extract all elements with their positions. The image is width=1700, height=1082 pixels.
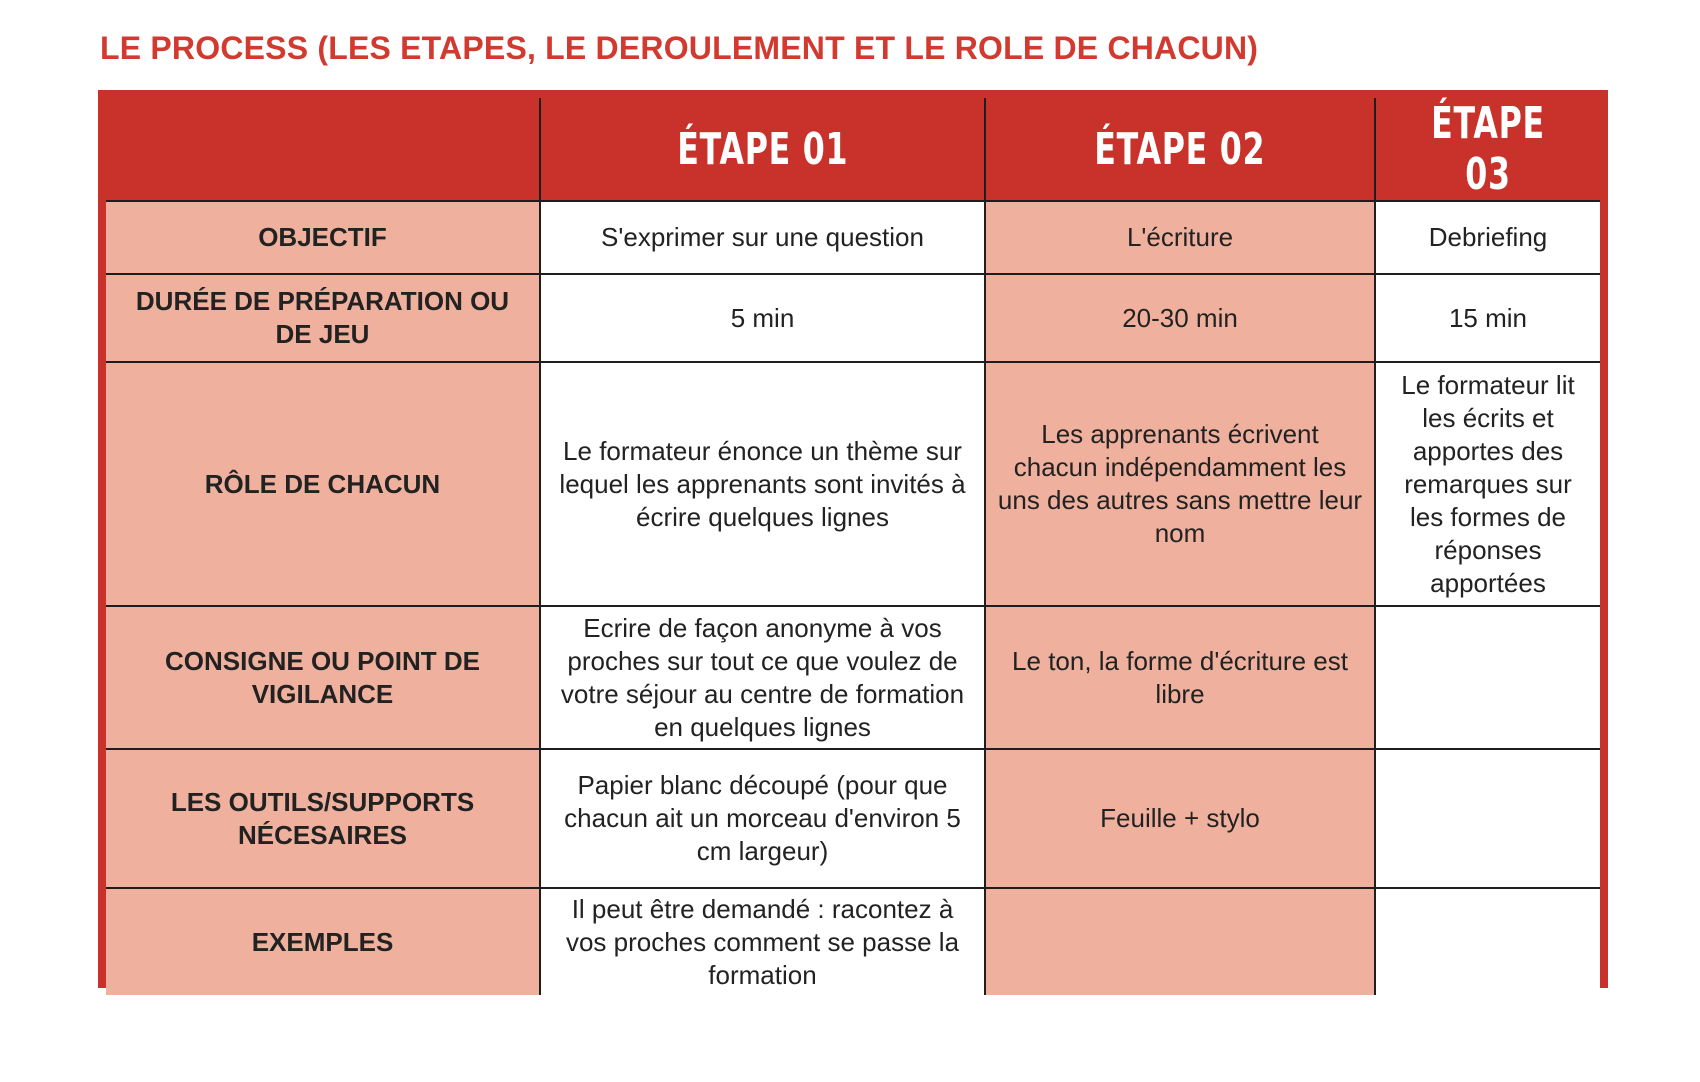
table-cell xyxy=(1375,888,1600,995)
table-cell: Le ton, la forme d'écriture est libre xyxy=(985,606,1375,749)
table-row-consigne xyxy=(106,606,1600,749)
table-cell: 20-30 min xyxy=(985,274,1375,362)
row-label: OBJECTIF xyxy=(106,201,540,274)
process-table xyxy=(106,98,1600,995)
table-row-role xyxy=(106,362,1600,606)
table-cell xyxy=(1375,749,1600,888)
table-row-exemples xyxy=(106,888,1600,995)
table-cell: S'exprimer sur une question xyxy=(540,201,985,274)
table-cell: Feuille + stylo xyxy=(985,749,1375,888)
table-cell: Debriefing xyxy=(1375,201,1600,274)
header-etape-01: ÉTAPE 01 xyxy=(540,98,985,201)
header-etape-02: ÉTAPE 02 xyxy=(985,98,1375,201)
table-cell: L'écriture xyxy=(985,201,1375,274)
table-cell: Ecrire de façon anonyme à vos proches sur tout ce que voulez de votre séjour au centre de formation en quelques lignes xyxy=(540,606,985,749)
page-title: LE PROCESS (LES ETAPES, LE DEROULEMENT ET LE ROLE DE CHACUN) xyxy=(100,30,1259,66)
table-cell: Le formateur énonce un thème sur lequel les apprenants sont invités à écrire quelques lignes xyxy=(540,362,985,606)
header-corner xyxy=(106,98,540,201)
table-cell xyxy=(985,888,1375,995)
table-cell: Il peut être demandé : racontez à vos proches comment se passe la formation xyxy=(540,888,985,995)
table-row-duree xyxy=(106,274,1600,362)
table-header-row xyxy=(106,98,1600,201)
header-etape-03: ÉTAPE 03 xyxy=(1375,98,1600,201)
table-cell: Le formateur lit les écrits et apportes des remarques sur les formes de réponses apportées xyxy=(1375,362,1600,606)
table-cell: 15 min xyxy=(1375,274,1600,362)
table-row-objectif xyxy=(106,201,1600,274)
row-label: CONSIGNE OU POINT DE VIGILANCE xyxy=(106,606,540,749)
table-cell: Les apprenants écrivent chacun indépendamment les uns des autres sans mettre leur nom xyxy=(985,362,1375,606)
row-label: LES OUTILS/SUPPORTS NÉCESAIRES xyxy=(106,749,540,888)
table-cell: Papier blanc découpé (pour que chacun ait un morceau d'environ 5 cm largeur) xyxy=(540,749,985,888)
table-cell xyxy=(1375,606,1600,749)
row-label: EXEMPLES xyxy=(106,888,540,995)
table-cell: 5 min xyxy=(540,274,985,362)
table-row-outils xyxy=(106,749,1600,888)
row-label: RÔLE DE CHACUN xyxy=(106,362,540,606)
row-label: DURÉE DE PRÉPARATION OU DE JEU xyxy=(106,274,540,362)
